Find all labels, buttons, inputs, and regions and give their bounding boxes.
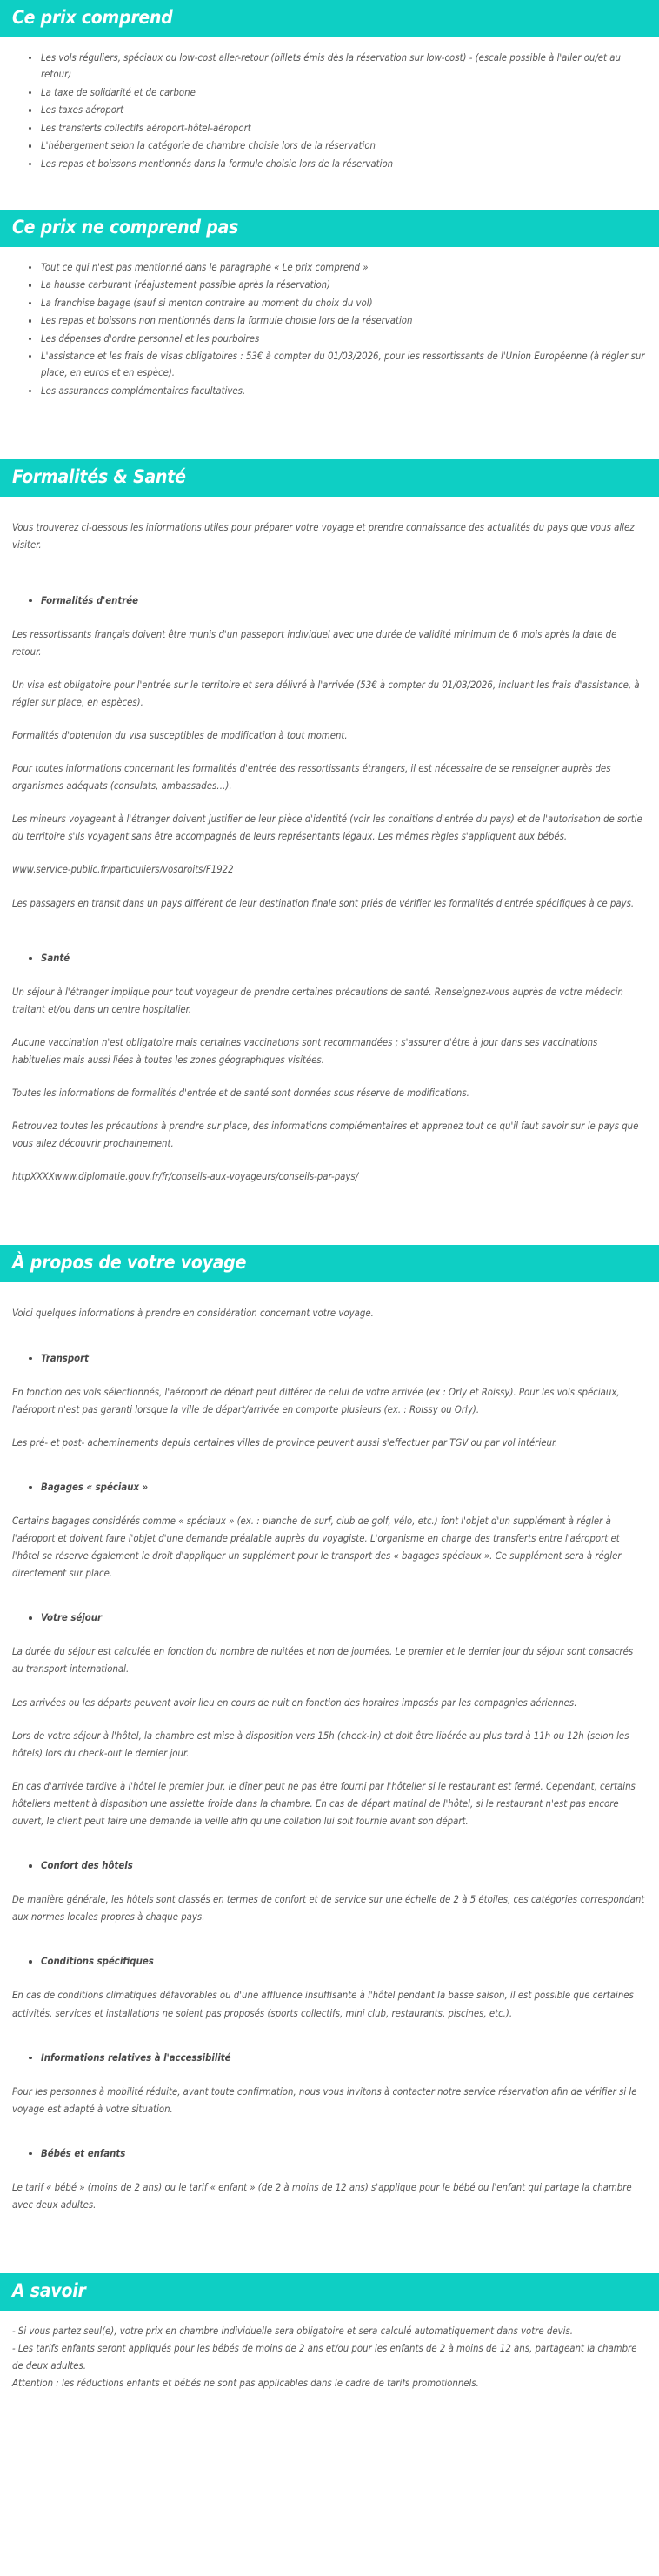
list-item: Les repas et boissons non mentionnés dans la formule choisie lors de la réservation	[28, 312, 647, 329]
transport-paragraph: En fonction des vols sélectionnés, l'aéroport de départ peut différer de celui de votre arrivée (ex : Orly et Roissy). Pour les vols spéciaux, l'aéroport n'est pas garanti lorsque la ville de départ/arrivée en comporte plusieurs (ex. : Roissy ou Orly).	[12, 1386, 620, 1415]
entry-paragraph: Les ressortissants français doivent être munis d'un passeport individuel avec une durée de validité minimum de 6 mois après la date de retour.	[12, 628, 617, 658]
price-excludes-list	[12, 259, 647, 399]
section-header-about-trip: À propos de votre voyage	[0, 1245, 659, 1282]
health-paragraph: Un séjour à l'étranger implique pour tout voyageur de prendre certaines précautions de santé. Renseignez-vous auprès de votre médecin traitant et/ou dans un centre hospitalier.	[12, 986, 623, 1015]
list-item: Tout ce qui n'est pas mentionné dans le paragraphe « Le prix comprend »	[28, 259, 647, 276]
health-paragraph: Retrouvez toutes les précautions à prendre sur place, des informations complémentaires et apprenez tout ce qu'il faut savoir sur le pays que vous allez découvrir prochainement.	[12, 1121, 639, 1150]
baggage-paragraph: Certains bagages considérés comme « spéciaux » (ex. : planche de surf, club de golf, vélo, etc.) font l'objet d'un supplément à régler à l'aéroport et doivent faire l'objet d'une demande préalable auprès du voyagiste. L'organisme en charge des transferts entre l'aéroport et l'hôtel se réserve également le droit d'appliquer un supplément pour le transport des « bagages spéciaux ». Ce supplément sera à régler directement sur place.	[12, 1515, 622, 1580]
spacer	[12, 1339, 647, 1351]
service-public-url: www.service-public.fr/particuliers/vosdroits/F1922	[12, 864, 234, 876]
stay-paragraph: Lors de votre séjour à l'hôtel, la chambre est mise à disposition vers 15h (check-in) et doit être libérée au plus tard à 11h ou 12h (selon les hôtels) lors du check-out le dernier jour.	[12, 1730, 629, 1759]
price-includes-list	[12, 50, 647, 172]
stay-paragraph: En cas d'arrivée tardive à l'hôtel le premier jour, le dîner peut ne pas être fourni par l'hôtelier si le restaurant est fermé. Cependant, certains hôteliers mettent à disposition une assiette froide dans la chambre. En cas de départ matinal de l'hôtel, si le restaurant n'est pas encore ouvert, le client peut faire une demande la veille afin qu'une collation lui soit fournie avant son départ.	[12, 1780, 636, 1828]
accessibility-paragraph: Pour les personnes à mobilité réduite, avant toute confirmation, nous vous invitons à contacter notre service réservation afin de vérifier si le voyage est adapté à votre situation.	[12, 2085, 637, 2115]
spacer	[12, 2134, 647, 2146]
subheading-health: Santé	[12, 951, 647, 967]
spacer	[0, 400, 659, 437]
health-paragraph: Toutes les informations de formalités d'entrée et de santé sont données sous réserve de modifications.	[12, 1087, 469, 1100]
spacer	[0, 2251, 659, 2273]
spacer	[0, 173, 659, 210]
section-header-good-to-know: A savoir	[0, 2273, 659, 2311]
subheading-transport: Transport	[12, 1351, 647, 1367]
spacer	[0, 2311, 659, 2323]
subheading-special-baggage: Bagages « spéciaux »	[12, 1480, 647, 1495]
list-item: Les vols réguliers, spéciaux ou low-cost aller-retour (billets émis dès la réservation sur low-cost) - (escale possible à l'aller ou/et au retour)	[28, 50, 647, 84]
entry-paragraph: Formalités d'obtention du visa susceptibles de modification à tout moment.	[12, 729, 348, 741]
list-item: Les assurances complémentaires facultatives.	[28, 383, 647, 399]
spacer	[0, 1282, 659, 1305]
list-item: La hausse carburant (réajustement possible après la réservation)	[28, 277, 647, 293]
price-excludes-body	[0, 259, 659, 399]
subheading-entry-formalities: Formalités d'entrée	[12, 593, 647, 609]
list-item: Les taxes aéroport	[28, 102, 647, 118]
spacer	[0, 37, 659, 50]
spacer	[12, 1846, 647, 1858]
spacer	[12, 2038, 647, 2051]
subheading-babies-children: Bébés et enfants	[12, 2146, 647, 2162]
formalities-intro: Vous trouverez ci-dessous les informations utiles pour préparer votre voyage et prendre connaissance des actualités du pays que vous allez visiter.	[12, 522, 635, 552]
spacer	[0, 1186, 659, 1222]
good-to-know-body	[0, 2323, 659, 2392]
hotel-comfort-paragraph: De manière générale, les hôtels sont classés en termes de confort et de service sur une échelle de 2 à 5 étoiles, ces catégories correspondant aux normes locales propres à chaque pays.	[12, 1894, 645, 1924]
health-paragraph: Aucune vaccination n'est obligatoire mais certaines vaccinations sont recommandées ; s'assurer d'être à jour dans ses vaccinations habituelles mais aussi liées à toutes les zones géographiques visitées.	[12, 1036, 598, 1066]
entry-paragraph: Les mineurs voyageant à l'étranger doivent justifier de leur pièce d'identité (voir les conditions d'entrée du pays) et de l'autorisation de sortie du territoire s'ils voyagent sans être accompagnés de leurs représentants légaux. Les mêmes règles s'appliquent aux bébés.	[12, 813, 642, 843]
babies-children-paragraph: Le tarif « bébé » (moins de 2 ans) ou le tarif « enfant » (de 2 à moins de 12 ans) s'applique pour le bébé ou l'enfant qui partage la chambre avec deux adultes.	[12, 2181, 632, 2211]
list-item: Les dépenses d'ordre personnel et les pourboires	[28, 331, 647, 347]
list-item: Les repas et boissons mentionnés dans la formule choisie lors de la réservation	[28, 156, 647, 172]
about-trip-intro: Voici quelques informations à prendre en considération concernant votre voyage.	[12, 1308, 374, 1320]
about-trip-body	[0, 1305, 659, 2214]
diplomatie-url: httpXXXXwww.diplomatie.gouv.fr/fr/conseils-aux-voyageurs/conseils-par-pays/	[12, 1171, 359, 1183]
price-includes-body	[0, 50, 659, 172]
section-header-formalities-health: Formalités & Santé	[0, 459, 659, 497]
good-to-know-line: - Si vous partez seul(e), votre prix en chambre individuelle sera obligatoire et sera calculé automatiquement dans votre devis.	[12, 2325, 573, 2338]
subheading-hotel-comfort: Confort des hôtels	[12, 1858, 647, 1874]
list-item: La taxe de solidarité et de carbone	[28, 84, 647, 101]
list-item: L'hébergement selon la catégorie de chambre choisie lors de la réservation	[28, 137, 647, 154]
transport-paragraph: Les pré- et post- acheminements depuis certaines villes de province peuvent aussi s'effectuer par TGV ou par vol intérieur.	[12, 1436, 558, 1449]
section-header-price-excludes: Ce prix ne comprend pas	[0, 210, 659, 247]
spacer	[0, 2392, 659, 2405]
spacer	[12, 928, 647, 951]
section-header-price-includes: Ce prix comprend	[0, 0, 659, 37]
spacer	[0, 497, 659, 519]
subheading-specific-conditions: Conditions spécifiques	[12, 1954, 647, 1970]
subheading-your-stay: Votre séjour	[12, 1610, 647, 1626]
spacer	[0, 437, 659, 459]
good-to-know-line: - Les tarifs enfants seront appliqués pour les bébés de moins de 2 ans et/ou pour les enfants de 2 à moins de 12 ans, partageant la chambre de deux adultes.	[12, 2343, 637, 2372]
specific-conditions-paragraph: En cas de conditions climatiques défavorables ou d'une affluence insuffisante à l'hôtel pendant la basse saison, il est possible que certaines activités, services et installations ne soient pas proposés (sports collectifs, mini club, restaurants, piscines, etc.).	[12, 1990, 634, 2019]
spacer	[12, 571, 647, 593]
list-item: Les transferts collectifs aéroport-hôtel-aéroport	[28, 120, 647, 137]
stay-paragraph: Les arrivées ou les départs peuvent avoir lieu en cours de nuit en fonction des horaires imposés par les compagnies aériennes.	[12, 1696, 577, 1709]
subheading-accessibility: Informations relatives à l'accessibilité	[12, 2051, 647, 2066]
spacer	[12, 1598, 647, 1610]
list-item: La franchise bagage (sauf si menton contraire au moment du choix du vol)	[28, 295, 647, 311]
entry-paragraph: Les passagers en transit dans un pays différent de leur destination finale sont priés de vérifier les formalités d'entrée spécifiques à ce pays.	[12, 897, 635, 909]
entry-paragraph: Pour toutes informations concernant les formalités d'entrée des ressortissants étrangers, il est nécessaire de se renseigner auprès des organismes adéquats (consulats, ambassades…).	[12, 763, 611, 793]
list-item: L'assistance et les frais de visas obligatoires : 53€ à compter du 01/03/2026, pour les ressortissants de l'Union Européenne (à régler sur place, en euros et en espèce).	[28, 348, 647, 382]
formalities-health-body	[0, 519, 659, 1186]
good-to-know-line: Attention : les réductions enfants et bébés ne sont pas applicables dans le cadre de tarifs promotionnels.	[12, 2378, 479, 2390]
spacer	[0, 2214, 659, 2251]
stay-paragraph: La durée du séjour est calculée en fonction du nombre de nuitées et non de journées. Le premier et le dernier jour du séjour sont consacrés au transport international.	[12, 1646, 634, 1676]
spacer	[12, 1468, 647, 1480]
entry-paragraph: Un visa est obligatoire pour l'entrée sur le territoire et sera délivré à l'arrivée (53€ à compter du 01/03/2026, incluant les frais d'assistance, à régler sur place, en espèces).	[12, 679, 640, 708]
spacer	[0, 1222, 659, 1245]
spacer	[12, 1942, 647, 1954]
spacer	[0, 247, 659, 259]
